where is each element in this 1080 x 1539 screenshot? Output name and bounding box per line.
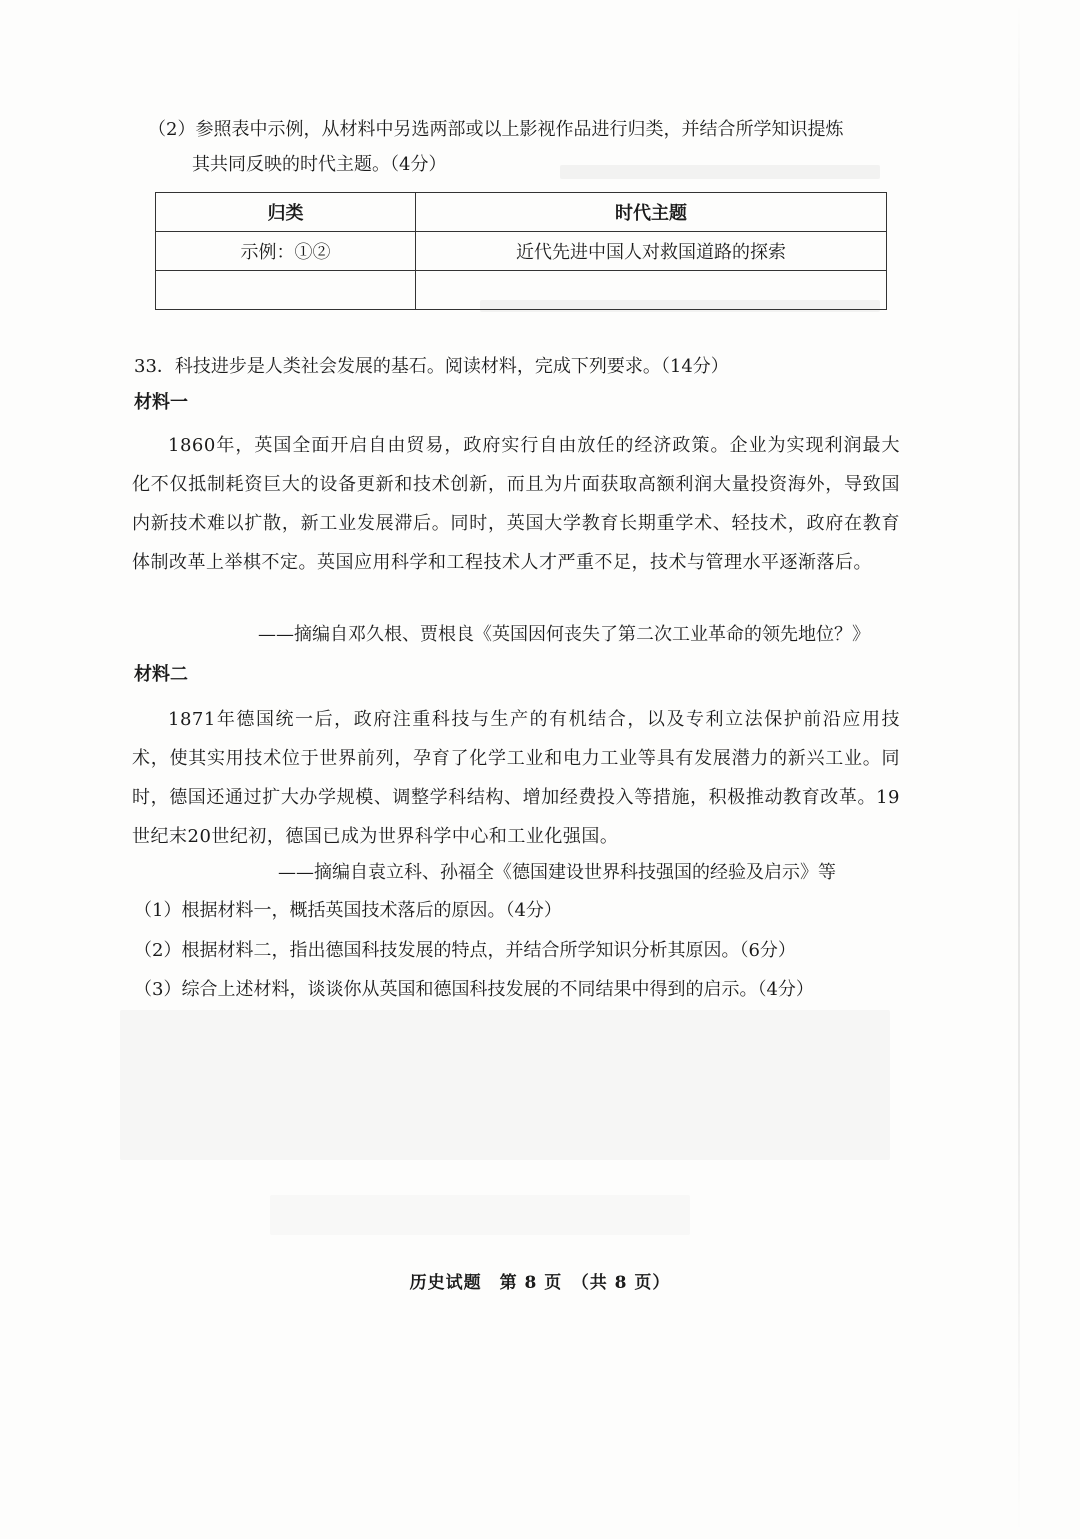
material2-source: ——摘编自袁立科、孙福全《德国建设世界科技强国的经验及启示》等 — [278, 862, 836, 883]
material2-label: 材料二 — [134, 664, 188, 685]
table-cell-answer-theme[interactable] — [416, 271, 887, 310]
table-header-theme: 时代主题 — [416, 193, 887, 232]
material1-source: ——摘编自邓久根、贾根良《英国因何丧失了第二次工业革命的领先地位？》 — [258, 624, 870, 645]
material2-text: 1871年德国统一后，政府注重科技与生产的有机结合，以及专利立法保护前沿应用技术，使其实用技术位于世界前列，孕育了化学工业和电力工业等具有发展潜力的新兴工业。同时，德国还通过扩大办学规模、调整学科结构、增加经费投入等措施，积极推动教育改革。19世纪末20世纪初，德国已成为世界科学中心和工业化强国。 — [132, 709, 900, 847]
page-footer: 历史试题 第 8 页 （共 8 页） — [409, 1273, 671, 1293]
table-cell-answer-category[interactable] — [156, 271, 416, 310]
table-row — [156, 271, 887, 310]
q33-question-3: （3）综合上述材料，谈谈你从英国和德国科技发展的不同结果中得到的启示。（4分） — [134, 979, 814, 1000]
q33-intro: 33．科技进步是人类社会发展的基石。阅读材料，完成下列要求。（14分） — [134, 356, 729, 377]
material1-label: 材料一 — [134, 392, 188, 413]
table-row — [156, 232, 887, 271]
table-cell-example-theme: 近代先进中国人对救国道路的探索 — [416, 232, 887, 271]
bleed-through-mark — [560, 165, 880, 179]
scan-edge — [1018, 0, 1020, 1539]
q32-part2-line2: 其共同反映的时代主题。（4分） — [192, 154, 447, 175]
table-cell-example-category: 示例：①② — [156, 232, 416, 271]
q32-part2-line1: （2）参照表中示例，从材料中另选两部或以上影视作品进行归类，并结合所学知识提炼 — [148, 119, 844, 140]
classification-table — [155, 192, 887, 310]
table-header-category: 归类 — [156, 193, 416, 232]
material1-text: 1860年，英国全面开启自由贸易，政府实行自由放任的经济政策。企业为实现利润最大化不仅抵制耗资巨大的设备更新和技术创新，而且为片面获取高额利润大量投资海外，导致国内新技术难以扩散，新工业发展滞后。同时，英国大学教育长期重学术、轻技术，政府在教育体制改革上举棋不定。英国应用科学和工程技术人才严重不足，技术与管理水平逐渐落后。 — [132, 435, 900, 573]
table-header-row — [156, 193, 887, 232]
bleed-through-mark — [270, 1195, 690, 1235]
q33-question-2: （2）根据材料二，指出德国科技发展的特点，并结合所学知识分析其原因。（6分） — [134, 940, 796, 961]
q33-question-1: （1）根据材料一，概括英国技术落后的原因。（4分） — [134, 900, 562, 921]
bleed-through-mark — [120, 1010, 890, 1160]
